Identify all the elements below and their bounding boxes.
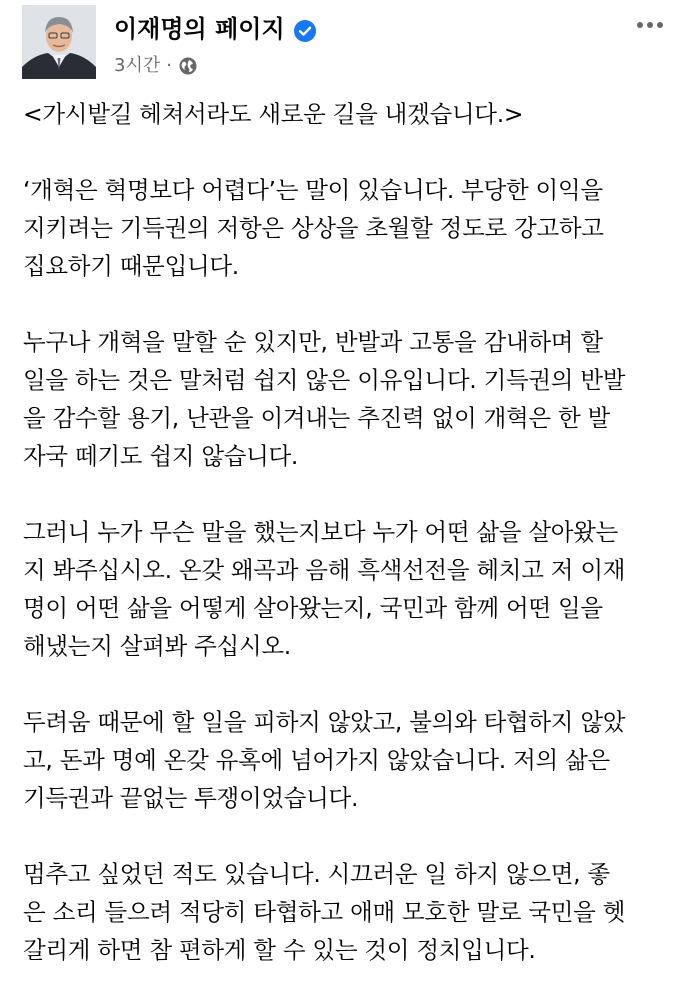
- page-name-link[interactable]: 이재명의 페이지: [114, 15, 285, 43]
- post-body: [23, 95, 668, 1007]
- post-paragraph: 그러니 누가 무슨 말을 했는지보다 누가 어떤 삶을 살아왔는 지 봐주십시오. 온갖 왜곡과 음해 흑색선전을 헤치고 저 이재 명이 어떤 삶을 어떻게 살아왔는지, 국민과 함께 어떤 일을 해냈는지 살펴봐 주십시오.: [23, 518, 626, 660]
- post-header: [0, 0, 680, 95]
- more-options-button[interactable]: [630, 10, 670, 40]
- post-paragraph: 멈추고 싶었던 적도 있습니다. 시끄러운 일 하지 않으면, 좋 은 소리 들으려 적당히 타협하고 애매 모호한 말로 국민을 헷 갈리게 하면 참 편하게 할 수 있는 것이 정치입니다.: [23, 860, 626, 964]
- post-title-line: <가시밭길 헤쳐서라도 새로운 길을 내겠습니다.>: [23, 100, 524, 128]
- post-paragraph: 누구나 개혁을 말할 순 있지만, 반발과 고통을 감내하며 할 일을 하는 것은 말처럼 쉽지 않은 이유입니다. 기득권의 반발 을 감수할 용기, 난관을 이겨내는 추진력 없이 개혁은 한 발 자국 떼기도 쉽지 않습니다.: [23, 328, 626, 470]
- post-meta: [114, 54, 198, 78]
- verified-badge-icon: [293, 19, 317, 43]
- meta-separator: ·: [166, 55, 172, 76]
- post-paragraph: ‘개혁은 혁명보다 어렵다’는 말이 있습니다. 부당한 이익을 지키려는 기득권의 저항은 상상을 초월할 정도로 강고하고 집요하기 때문입니다.: [23, 176, 604, 280]
- globe-icon[interactable]: [178, 56, 198, 76]
- more-options-icon: [636, 21, 664, 29]
- post-time[interactable]: 3시간: [114, 55, 161, 76]
- avatar[interactable]: [22, 5, 96, 79]
- post-paragraph: 두려움 때문에 할 일을 피하지 않았고, 불의와 타협하지 않았 고, 돈과 명예 온갖 유혹에 넘어가지 않았습니다. 저의 삶은 기득권과 끝없는 투쟁이었습니다.: [23, 708, 626, 812]
